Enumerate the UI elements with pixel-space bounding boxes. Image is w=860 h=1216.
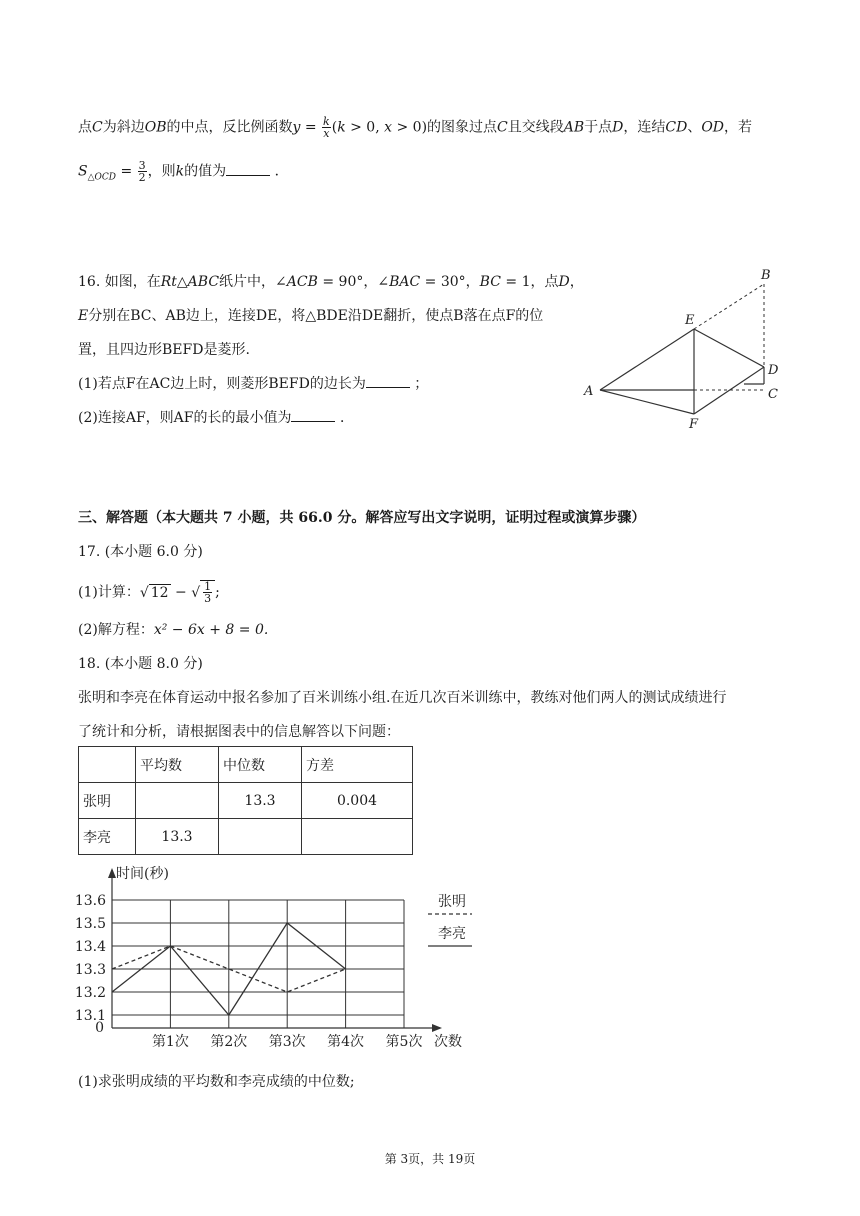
q15-text: 的图象过点 — [427, 119, 498, 136]
q18-header: 18. (本小题 8.0 分) — [78, 656, 203, 672]
label-A: A — [584, 384, 594, 399]
line-chart — [70, 860, 480, 1060]
q16-sub-text: ． — [339, 410, 354, 426]
label-B: B — [761, 268, 771, 283]
table-cell — [136, 783, 219, 819]
line-ED — [694, 329, 764, 367]
y-tick-label: 13.3 — [74, 962, 106, 978]
table-cell: 13.3 — [219, 783, 302, 819]
table-cell: 中位数 — [219, 747, 302, 783]
q15-text: ，则 — [147, 163, 176, 180]
q15-text: ． — [274, 163, 289, 180]
line-FD — [694, 367, 764, 414]
y-axis-label: 时间(秒) — [116, 866, 169, 882]
label-D: D — [768, 363, 779, 378]
q15-text: 点 — [78, 119, 92, 136]
label-C: C — [768, 387, 778, 402]
answer-blank[interactable] — [366, 387, 410, 388]
y-tick-label: 13.4 — [74, 939, 106, 955]
q16-sub1 — [78, 373, 428, 393]
q17-equation: x² − 6x + 8 = 0. — [153, 622, 269, 638]
fraction-k-over-x: $\frac{k}{x}$ — [323, 115, 330, 140]
y-tick-label: 13.2 — [74, 985, 106, 1001]
x-axis-label: 次数 — [434, 1034, 462, 1050]
legend-label-liliang: 李亮 — [438, 926, 466, 942]
legend-label-zhangming: 张明 — [438, 894, 466, 910]
q17-sub-text: (2)解方程： — [78, 622, 154, 638]
q16-sub2 — [78, 407, 354, 427]
label-E: E — [685, 313, 695, 328]
q16-line1: 16. 如图，在Rt△ABC纸片中，∠ACB = 90°，∠BAC = 30°，BC = 1，点D， — [78, 274, 584, 290]
line-EB — [694, 284, 764, 329]
q15-text: ，连结 — [623, 119, 666, 136]
x-tick-label: 第2次 — [210, 1034, 248, 1050]
q15-text: 的值为 — [184, 163, 227, 180]
x-tick-label: 第4次 — [327, 1034, 365, 1050]
q16-sub-text: (2)连接AF，则AF的长的最小值为 — [78, 410, 292, 426]
table-cell: 李亮 — [79, 819, 136, 855]
q16-figure — [578, 262, 788, 434]
label-F: F — [689, 417, 699, 432]
question-number: 16. — [78, 274, 101, 290]
q15-line1: 点C为斜边OB的中点，反比例函数y = $\frac{k}{x}$ (k > 0, x > 0)的图象过点C且交线段AB于点D，连结CD、OD，若 — [78, 115, 753, 140]
q15-text: 且交线段 — [507, 119, 564, 136]
y-tick-label: 13.6 — [74, 893, 106, 909]
table-row — [79, 783, 413, 819]
q16-text: 如图，在 — [104, 274, 161, 290]
q16-sub-text: (1)若点F在AC边上时，则菱形BEFD的边长为 — [78, 376, 366, 392]
table-cell — [219, 819, 302, 855]
table-cell: 13.3 — [136, 819, 219, 855]
x-tick-label: 第5次 — [385, 1034, 423, 1050]
answer-blank[interactable] — [226, 175, 270, 176]
q15-text: 、 — [687, 119, 702, 136]
x-axis-arrow — [432, 1024, 442, 1032]
q15-text: ，若 — [724, 119, 753, 136]
table-header-row — [79, 747, 413, 783]
q15-line2: $S_{\triangle OCD}$ = $\frac{3}{2}$ ，则k的值为 ． — [78, 159, 289, 184]
q17-sub2 — [78, 619, 268, 639]
y-tick-label: 13.5 — [74, 916, 106, 932]
line-AE — [600, 329, 694, 390]
sqrt-12: √ 12 — [139, 584, 169, 601]
table-row — [79, 819, 413, 855]
q17-sub1: (1)计算：√ 12 − √ $\frac{1}{3}$ ; — [78, 580, 220, 605]
q15-text: 于点 — [584, 119, 613, 136]
table-cell — [302, 819, 413, 855]
table-cell: 张明 — [79, 783, 136, 819]
q17-sub-text: (1)计算： — [78, 584, 140, 601]
answer-blank[interactable] — [291, 421, 335, 422]
q16-sub-text: ； — [414, 376, 429, 392]
q16-text: 置，且四边形BEFD是菱形. — [78, 342, 250, 358]
x-tick-label: 第1次 — [151, 1034, 189, 1050]
q18-sub1: (1)求张明成绩的平均数和李亮成绩的中位数; — [78, 1074, 355, 1090]
q17-header: 17. (本小题 6.0 分) — [78, 544, 203, 560]
q16-text: 分别在BC、AB边上，连接DE，将△BDE沿DE翻折，使点B落在点F的位 — [88, 308, 544, 324]
q18-line2: 了统计和分析，请根据图表中的信息解答以下问题： — [78, 724, 400, 740]
table-cell — [79, 747, 136, 783]
stats-table — [78, 746, 413, 855]
y-axis-arrow — [108, 868, 116, 878]
q16-text: 纸片中， — [219, 274, 276, 290]
table-cell: 方差 — [302, 747, 413, 783]
q15-text: 的中点，反比例函数 — [166, 119, 293, 136]
table-cell: 0.004 — [302, 783, 413, 819]
table-cell: 平均数 — [136, 747, 219, 783]
fraction-3-over-2: $\frac{3}{2}$ — [138, 159, 146, 184]
section-title: 三、解答题（本大题共 7 小题，共 66.0 分。解答应写出文字说明，证明过程或演算步骤） — [78, 510, 646, 526]
y-tick-label: 13.1 — [74, 1008, 106, 1024]
q16-text: ，点 — [530, 274, 559, 290]
sqrt-one-third: √ $\frac{1}{3}$ — [191, 585, 215, 601]
page-footer: 第 3页，共 19页 — [384, 1152, 476, 1166]
q16-line2: E分别在BC、AB边上，连接DE，将△BDE沿DE翻折，使点B落在点F的位 — [78, 308, 544, 324]
x-tick-label: 第3次 — [268, 1034, 306, 1050]
y-tick-label: 0 — [95, 1020, 104, 1036]
line-AF — [600, 390, 694, 414]
q15-text: 为斜边 — [102, 119, 145, 136]
q18-line1: 张明和李亮在体育运动中报名参加了百米训练小组.在近几次百米训练中，教练对他们两人的测试成绩进行 — [78, 690, 727, 706]
q16-line3 — [78, 339, 250, 359]
